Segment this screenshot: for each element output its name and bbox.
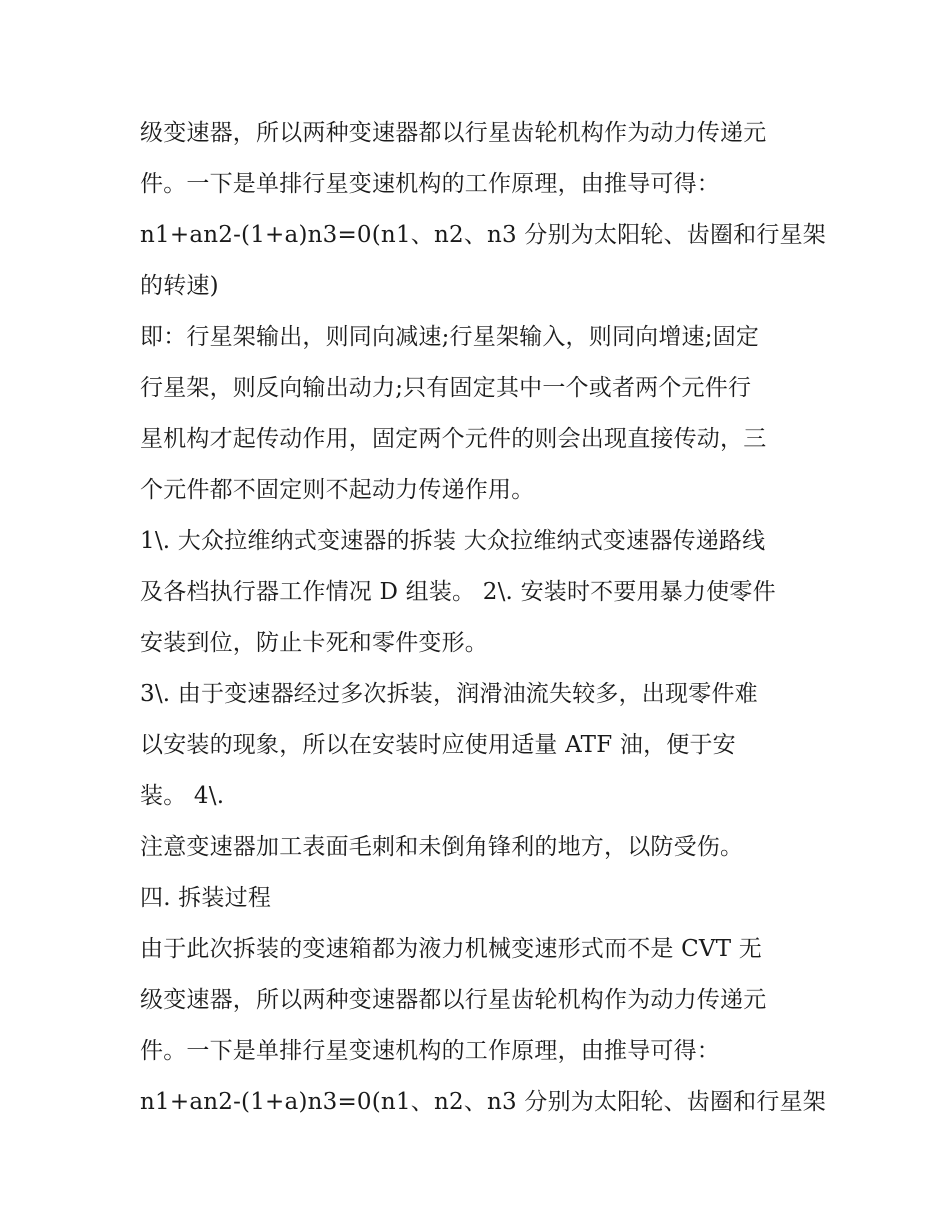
text-line: 级变速器，所以两种变速器都以行星齿轮机构作为动力传递元 [140, 120, 767, 146]
text-line: 3\. 由于变速器经过多次拆装，润滑油流失较多，出现零件难 [140, 681, 758, 707]
text-line: 由于此次拆装的变速箱都为液力机械变速形式而不是 CVT 无 [140, 936, 762, 962]
text-line: 星机构才起传动作用，固定两个元件的则会出现直接传动，三 [140, 426, 767, 452]
text-line: 安装到位，防止卡死和零件变形。 [140, 630, 488, 656]
text-line: 级变速器，所以两种变速器都以行星齿轮机构作为动力传递元 [140, 987, 767, 1013]
text-line: 件。一下是单排行星变速机构的工作原理，由推导可得： [140, 1038, 720, 1064]
text-line: 即：行星架输出，则同向减速;行星架输入，则同向增速;固定 [140, 324, 760, 350]
text-line: 的转速) [140, 273, 219, 299]
text-line: 1\. 大众拉维纳式变速器的拆装 大众拉维纳式变速器传递路线 [140, 528, 766, 554]
text-line: 个元件都不固定则不起动力传递作用。 [140, 477, 535, 503]
text-line: 以安装的现象，所以在安装时应使用适量 ATF 油，便于安 [140, 732, 736, 758]
text-line: n1+an2-(1+a)n3=0(n1、n2、n3 分别为太阳轮、齿圈和行星架 [140, 222, 826, 248]
text-line: 注意变速器加工表面毛刺和未倒角锋利的地方，以防受伤。 [140, 834, 744, 860]
text-line: 件。一下是单排行星变速机构的工作原理，由推导可得： [140, 171, 720, 197]
document-body [140, 108, 826, 1128]
text-line: 装。 4\. [140, 783, 225, 809]
text-line: n1+an2-(1+a)n3=0(n1、n2、n3 分别为太阳轮、齿圈和行星架 [140, 1089, 826, 1115]
text-line: 及各档执行器工作情况 D 组装。 2\. 安装时不要用暴力使零件 [140, 579, 776, 605]
section-heading: 四. 拆装过程 [140, 885, 272, 911]
text-line: 行星架，则反向输出动力;只有固定其中一个或者两个元件行 [140, 375, 752, 401]
